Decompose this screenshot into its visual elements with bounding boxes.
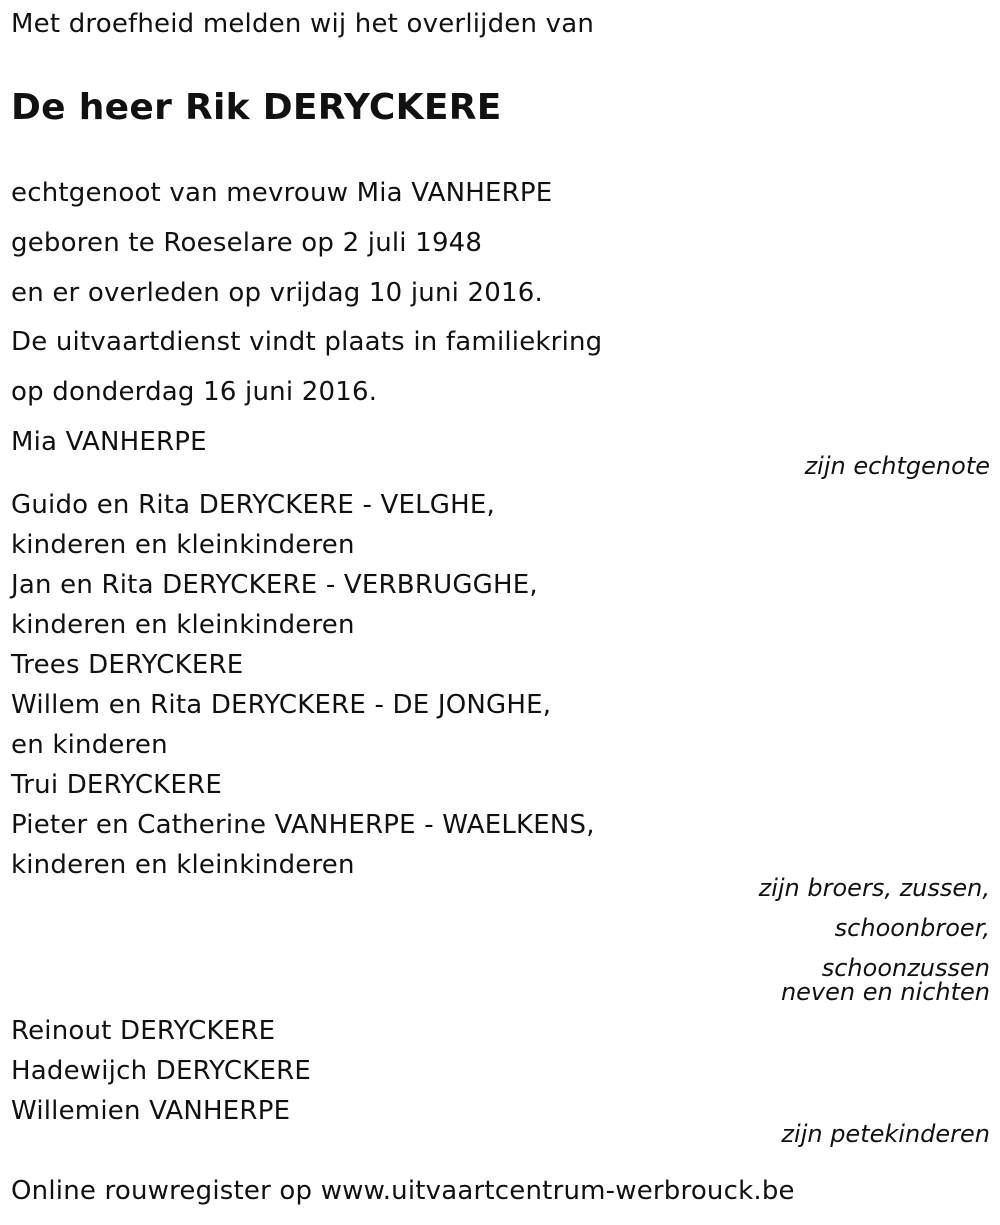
detail-service: De uitvaartdienst vindt plaats in familiekring (11, 327, 603, 357)
godchildren-role: zijn petekinderen (781, 1120, 990, 1148)
godchild-line: Willemien VANHERPE (11, 1096, 291, 1126)
siblings-role: neven en nichten (780, 978, 990, 1006)
online-register-text: Online rouwregister op www.uitvaartcentrum-werbrouck.be (11, 1176, 795, 1206)
spouse-name: Mia VANHERPE (11, 427, 207, 457)
sibling-line: Trees DERYCKERE (11, 650, 244, 680)
sibling-line: en kinderen (11, 730, 168, 760)
detail-birth: geboren te Roeselare op 2 juli 1948 (11, 228, 483, 258)
sibling-line: Guido en Rita DERYCKERE - VELGHE, (11, 490, 495, 520)
sibling-line: Jan en Rita DERYCKERE - VERBRUGGHE, (11, 570, 538, 600)
godchild-line: Hadewijch DERYCKERE (11, 1056, 311, 1086)
sibling-line: Willem en Rita DERYCKERE - DE JONGHE, (11, 690, 552, 720)
deceased-name: De heer Rik DERYCKERE (11, 87, 502, 128)
siblings-role: schoonbroer, (834, 914, 990, 942)
detail-spouse: echtgenoot van mevrouw Mia VANHERPE (11, 178, 553, 208)
detail-service-date: op donderdag 16 juni 2016. (11, 377, 378, 407)
siblings-role: schoonzussen (821, 954, 990, 982)
detail-death: en er overleden op vrijdag 10 juni 2016. (11, 278, 543, 308)
spouse-role: zijn echtgenote (804, 452, 990, 480)
sibling-line: kinderen en kleinkinderen (11, 530, 355, 560)
sibling-line: kinderen en kleinkinderen (11, 850, 355, 880)
sibling-line: Pieter en Catherine VANHERPE - WAELKENS, (11, 810, 595, 840)
siblings-role: zijn broers, zussen, (758, 874, 990, 902)
sibling-line: kinderen en kleinkinderen (11, 610, 355, 640)
sibling-line: Trui DERYCKERE (11, 770, 222, 800)
godchild-line: Reinout DERYCKERE (11, 1016, 276, 1046)
intro-text: Met droefheid melden wij het overlijden van (11, 9, 595, 39)
